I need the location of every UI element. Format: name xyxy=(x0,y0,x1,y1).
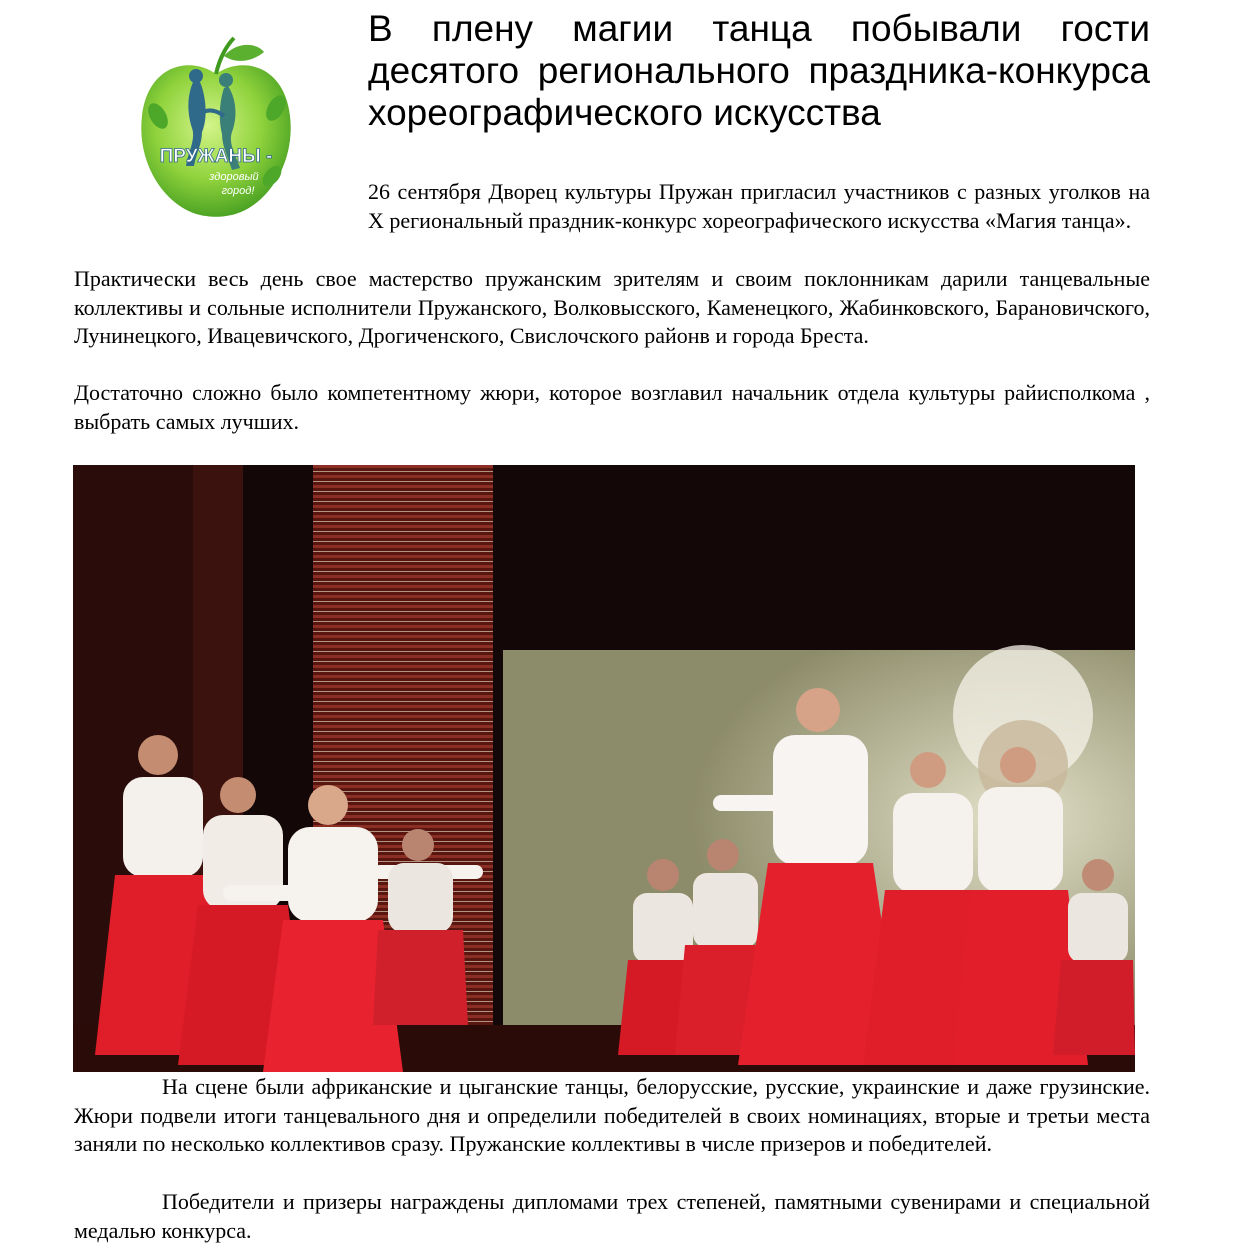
article-paragraph-3: На сцене были африканские и цыганские танцы, белорусские, русские, украинские и даже грузинские. Жюри подвели итоги танцевального дня и определили победителей в своих номинациях, вторые и третьи места заняли по несколько коллективов сразу. Пружанские коллективы в числе призеров и победителей. xyxy=(74,1074,1150,1156)
dance-photo xyxy=(73,465,1135,1072)
article-lead: 26 сентября Дворец культуры Пружан пригласил участников с разных уголков на X региональный праздник-конкурс хореографического искусства «Магия танца». xyxy=(368,179,1150,233)
logo-text-sub-2: город! xyxy=(221,185,255,197)
article-paragraph-4: Победители и призеры награждены дипломами трех степеней, памятными сувенирами и специальной медалью конкурса. xyxy=(74,1189,1150,1243)
dancers-stage-image xyxy=(73,465,1135,1072)
logo-text-sub-1: здоровый xyxy=(209,171,259,183)
article-paragraph-2: Достаточно сложно было компетентному жюри, которое возглавил начальник отдела культуры райисполкома , выбрать самых лучших. xyxy=(74,380,1150,434)
logo-text-main: ПРУЖАНЫ - xyxy=(159,146,273,167)
city-logo xyxy=(136,36,296,222)
article-title: В плену магии танца побывали гости десятого регионального праздника-конкурса хореографического искусства xyxy=(368,8,1150,133)
apple-logo-icon xyxy=(136,36,296,222)
article-paragraph-1: Практически весь день свое мастерство пружанским зрителям и своим поклонникам дарили танцевальные коллективы и сольные исполнители Пружанского, Волковысского, Каменецкого, Жабинковского, Барановичского, Лунинецкого, Ивацевичского, Дрогиченского, Свислочского районв и города Бреста. xyxy=(74,266,1150,348)
